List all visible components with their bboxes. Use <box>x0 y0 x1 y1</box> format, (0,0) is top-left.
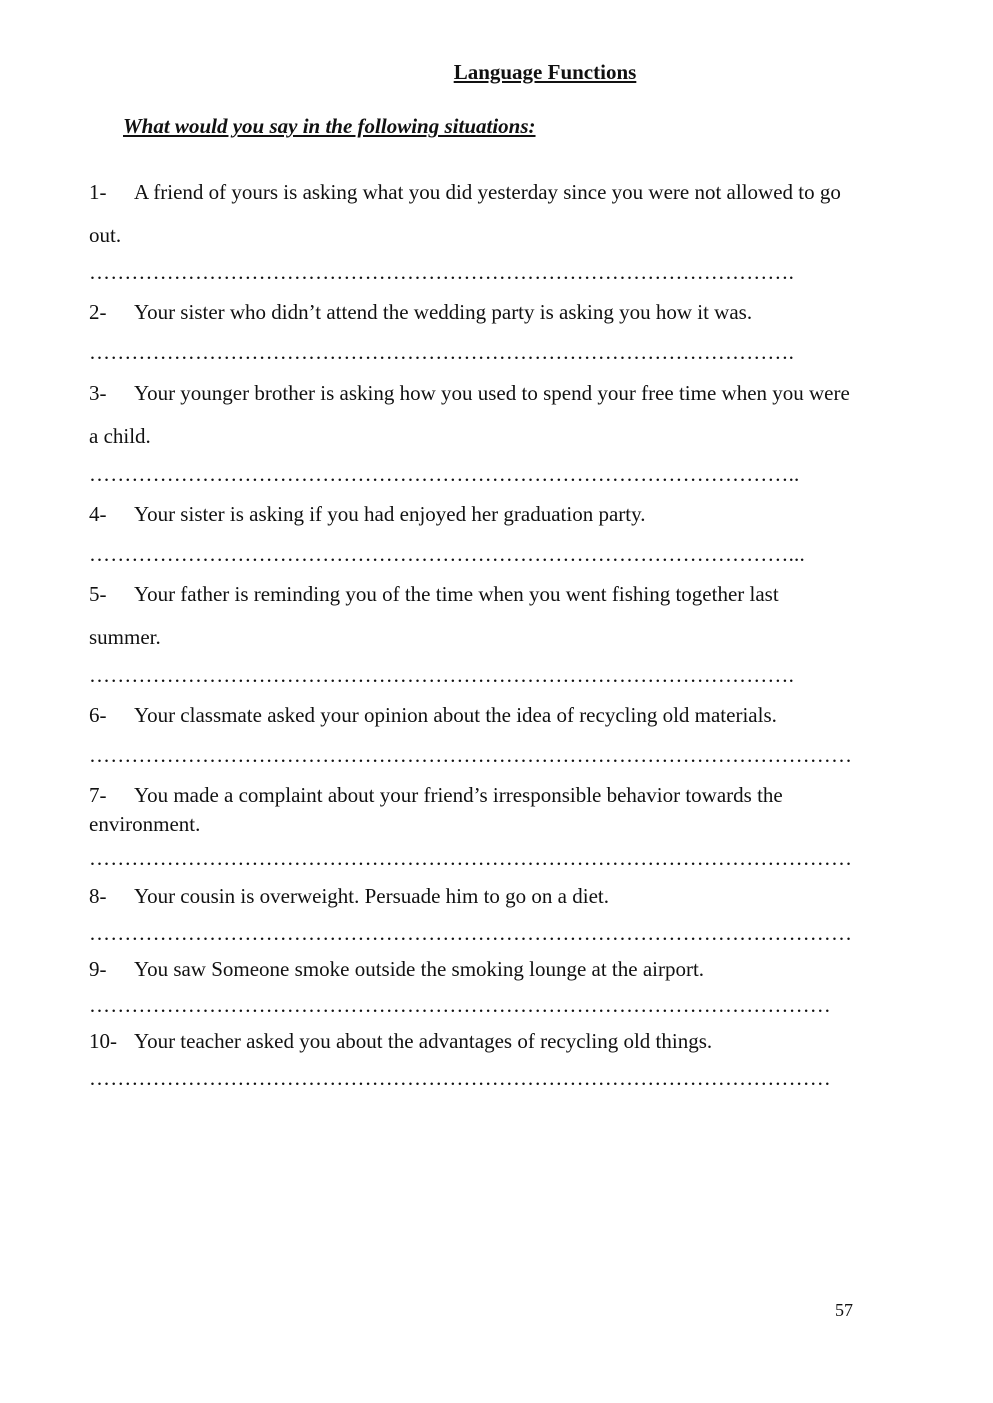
question-8 <box>89 884 939 909</box>
question-5 <box>89 582 939 650</box>
question-text: Your classmate asked your opinion about the idea of recycling old materials. <box>134 703 777 727</box>
page-title: Language Functions <box>453 60 637 84</box>
question-7 <box>89 783 939 837</box>
question-text-continued: out. <box>89 223 122 247</box>
question-number: 7- <box>89 783 107 807</box>
question-number: 8- <box>89 884 107 908</box>
question-text-continued: summer. <box>89 625 161 649</box>
question-text: Your sister is asking if you had enjoyed her graduation party. <box>134 502 646 526</box>
answer-line-10[interactable]: …………………………………………………………………………………………… <box>89 1066 831 1090</box>
question-text: Your father is reminding you of the time when you went fishing together last <box>134 582 779 606</box>
instructions-heading: What would you say in the following situations: <box>123 114 536 138</box>
question-text: A friend of yours is asking what you did yesterday since you were not allowed to go <box>134 180 841 204</box>
question-6 <box>89 703 939 728</box>
question-text: Your younger brother is asking how you used to spend your free time when you were <box>134 381 850 405</box>
answer-line-4[interactable]: ………………………………………………………………………………………... <box>89 542 805 566</box>
question-10 <box>89 1029 939 1054</box>
answer-line-3[interactable]: ……………………………………………………………………………………….. <box>89 462 800 486</box>
question-3 <box>89 381 939 449</box>
question-number: 1- <box>89 180 107 204</box>
answer-line-7[interactable]: ……………………………………………………………………………………………… <box>89 846 853 870</box>
question-number: 10- <box>89 1029 117 1053</box>
page-number: 57 <box>835 1300 853 1320</box>
question-number: 9- <box>89 957 107 981</box>
answer-line-2[interactable]: ………………………………………………………………………………………. <box>89 340 795 364</box>
question-text-continued: a child. <box>89 424 151 448</box>
question-2 <box>89 300 939 325</box>
question-number: 3- <box>89 381 107 405</box>
question-text: Your teacher asked you about the advantages of recycling old things. <box>134 1029 713 1053</box>
answer-line-1[interactable]: ………………………………………………………………………………………. <box>89 260 795 284</box>
question-number: 4- <box>89 502 107 526</box>
question-1 <box>89 180 939 248</box>
question-number: 5- <box>89 582 107 606</box>
answer-line-9[interactable]: …………………………………………………………………………………………… <box>89 993 831 1017</box>
answer-line-8[interactable]: ……………………………………………………………………………………………… <box>89 921 853 945</box>
question-text: Your sister who didn’t attend the wedding party is asking you how it was. <box>134 300 753 324</box>
question-text: Your cousin is overweight. Persuade him to go on a diet. <box>134 884 609 908</box>
answer-line-6[interactable]: ……………………………………………………………………………………………… <box>89 743 853 767</box>
question-9 <box>89 957 939 982</box>
question-number: 2- <box>89 300 107 324</box>
question-text-continued: environment. <box>89 812 201 836</box>
question-number: 6- <box>89 703 107 727</box>
answer-line-5[interactable]: ………………………………………………………………………………………. <box>89 663 795 687</box>
question-4 <box>89 502 939 527</box>
question-text: You made a complaint about your friend’s irresponsible behavior towards the <box>134 783 783 807</box>
question-text: You saw Someone smoke outside the smoking lounge at the airport. <box>134 957 705 981</box>
